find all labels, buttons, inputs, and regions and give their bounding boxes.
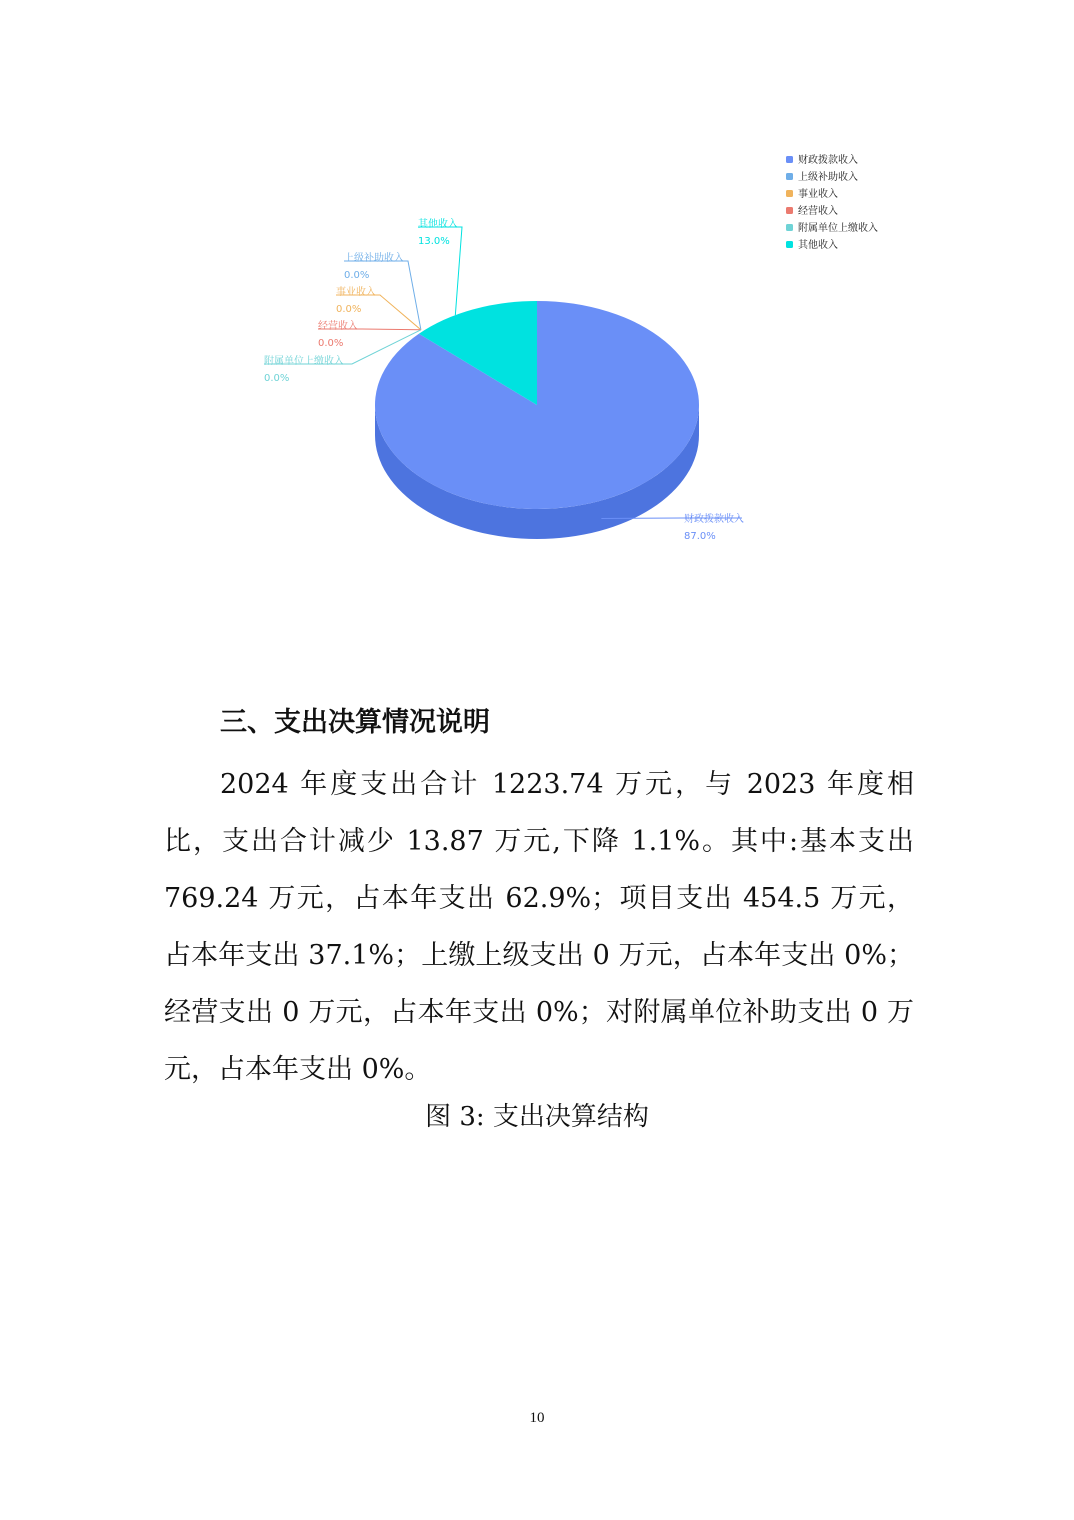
slice-1-label: 财政拨款收入 [684, 514, 744, 525]
slice-2-percent-label: 0.0% [344, 270, 370, 281]
page-number: 10 [529, 1410, 545, 1426]
slice-1-percent-label: 87.0% [684, 531, 716, 542]
chart-legend [786, 153, 878, 251]
legend-label-3: 事业收入 [798, 189, 838, 200]
slice-2-label: 上级补助收入 [344, 253, 404, 264]
section-heading: 三、支出决算情况说明 [220, 707, 490, 738]
income-pie-chart [0, 0, 1074, 620]
slice-6-percent-label: 13.0% [418, 236, 450, 247]
legend-swatch-1 [786, 156, 793, 163]
slice-6-label: 其他收入 [418, 219, 458, 230]
legend-swatch-4 [786, 207, 793, 214]
legend-label-1: 财政拨款收入 [798, 155, 858, 166]
legend-swatch-5 [786, 224, 793, 231]
legend-label-5: 附属单位上缴收入 [798, 223, 878, 234]
slice-3-label: 事业收入 [336, 287, 376, 298]
expenditure-paragraph: 2024 年度支出合计 1223.74 万元，与 2023 年度相比，支出合计减少 13.87 万元,下降 1.1%。其中:基本支出 769.24 万元，占本年支出 62.9%；项目支出 454.5 万元，占本年支出 37.1%；上缴上级支出 0 万元，占本年支出 0%；经营支出 0 万元，占本年支出 0%；对附属单位补助支出 0 万元，占本年支出 0%。 [164, 769, 914, 1085]
legend-label-4: 经营收入 [798, 206, 838, 217]
pie-plot-area [375, 301, 699, 539]
slice-4-label: 经营收入 [318, 321, 358, 332]
legend-label-6: 其他收入 [798, 240, 838, 251]
legend-swatch-6 [786, 241, 793, 248]
slice-3-percent-label: 0.0% [336, 304, 362, 315]
slice-4-percent-label: 0.0% [318, 338, 344, 349]
slice-5-percent-label: 0.0% [264, 373, 290, 384]
figure-caption: 图 3: 支出决算结构 [425, 1102, 649, 1132]
legend-swatch-2 [786, 173, 793, 180]
legend-swatch-3 [786, 190, 793, 197]
legend-label-2: 上级补助收入 [798, 172, 858, 183]
slice-5-label: 附属单位上缴收入 [264, 356, 344, 367]
